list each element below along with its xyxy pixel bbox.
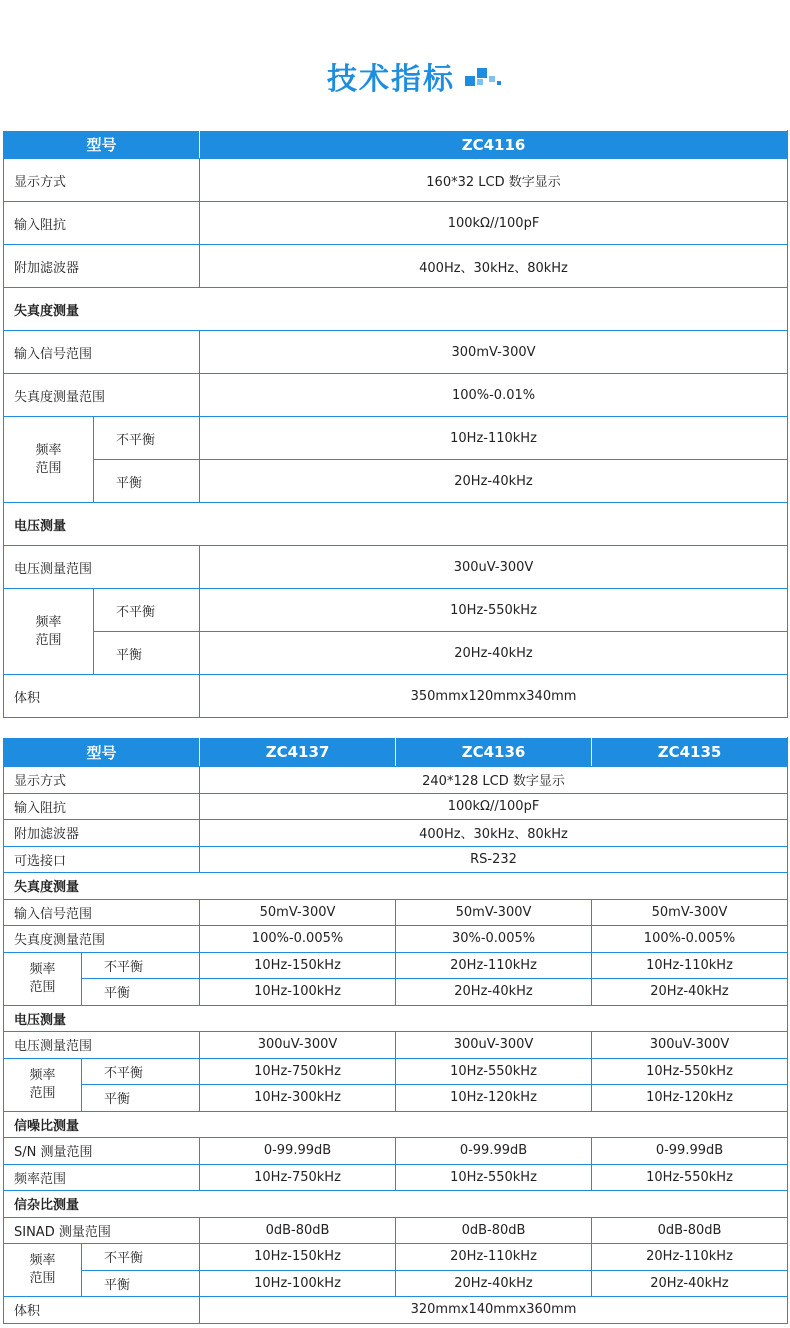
- row-value: 300uV-300V: [200, 1032, 396, 1059]
- table-row: [4, 245, 788, 288]
- row-value: 100%-0.01%: [200, 374, 788, 417]
- row-label: 显示方式: [4, 159, 200, 202]
- row-label: SINAD 测量范围: [4, 1217, 200, 1244]
- row-label: 可选接口: [4, 846, 200, 873]
- table-row: [4, 1217, 788, 1244]
- row-value: 20Hz-40kHz: [200, 460, 788, 503]
- row-value: 10Hz-110kHz: [592, 952, 788, 979]
- row-value: 20Hz-110kHz: [592, 1244, 788, 1271]
- table-header-row: [4, 131, 788, 159]
- row-label: 体积: [4, 1297, 200, 1324]
- row-value: 20Hz-110kHz: [396, 952, 592, 979]
- section-row: [4, 288, 788, 331]
- page-heading: [0, 54, 790, 98]
- balanced-label: 平衡: [94, 460, 200, 503]
- freq-range-label: 频率 范围: [4, 952, 82, 1005]
- row-value: 320mmx140mmx360mm: [200, 1297, 788, 1324]
- table-row: [4, 417, 788, 460]
- unbalanced-label: 不平衡: [94, 417, 200, 460]
- section-title: 电压测量: [4, 1005, 788, 1032]
- freq-range-label: 频率 范围: [4, 417, 94, 503]
- row-value: 0-99.99dB: [200, 1138, 396, 1165]
- table-row: [4, 952, 788, 979]
- row-label: 显示方式: [4, 767, 200, 794]
- row-label: 体积: [4, 675, 200, 718]
- table-row: [4, 1085, 788, 1112]
- row-value: 10Hz-150kHz: [200, 952, 396, 979]
- row-value: 10Hz-550kHz: [592, 1058, 788, 1085]
- row-value: 10Hz-100kHz: [200, 979, 396, 1006]
- table-row: [4, 374, 788, 417]
- table-row: [4, 1032, 788, 1059]
- table-row: [4, 1244, 788, 1271]
- freq-range-label: 频率 范围: [4, 1244, 82, 1297]
- balanced-label: 平衡: [94, 632, 200, 675]
- row-value: 300uV-300V: [592, 1032, 788, 1059]
- row-label: 失真度测量范围: [4, 926, 200, 953]
- table-row: [4, 820, 788, 847]
- row-value: 300uV-300V: [200, 546, 788, 589]
- table-row: [4, 546, 788, 589]
- row-value: 10Hz-120kHz: [396, 1085, 592, 1112]
- row-value: 20Hz-40kHz: [592, 979, 788, 1006]
- section-row: [4, 1005, 788, 1032]
- spec-table-zc4116: [3, 130, 788, 718]
- row-value: 0dB-80dB: [200, 1217, 396, 1244]
- row-value: 100kΩ//100pF: [200, 202, 788, 245]
- row-label: S/N 测量范围: [4, 1138, 200, 1165]
- section-title: 信噪比测量: [4, 1111, 788, 1138]
- row-value: 10Hz-750kHz: [200, 1058, 396, 1085]
- row-value: 0dB-80dB: [396, 1217, 592, 1244]
- freq-range-label: 频率 范围: [4, 1058, 82, 1111]
- table-row: [4, 589, 788, 632]
- section-title: 失真度测量: [4, 288, 788, 331]
- row-value: 10Hz-150kHz: [200, 1244, 396, 1271]
- model-header: ZC4137: [200, 738, 396, 767]
- balanced-label: 平衡: [82, 1085, 200, 1112]
- section-row: [4, 503, 788, 546]
- row-value: 0-99.99dB: [592, 1138, 788, 1165]
- row-value: 240*128 LCD 数字显示: [200, 767, 788, 794]
- row-value: 20Hz-40kHz: [592, 1270, 788, 1297]
- section-row: [4, 1191, 788, 1218]
- row-value: 10Hz-110kHz: [200, 417, 788, 460]
- section-row: [4, 873, 788, 900]
- row-label: 失真度测量范围: [4, 374, 200, 417]
- table-row: [4, 1138, 788, 1165]
- row-label: 附加滤波器: [4, 245, 200, 288]
- row-value: 10Hz-550kHz: [592, 1164, 788, 1191]
- row-label: 附加滤波器: [4, 820, 200, 847]
- section-title: 电压测量: [4, 503, 788, 546]
- table-row: [4, 632, 788, 675]
- row-value: 350mmx120mmx340mm: [200, 675, 788, 718]
- row-value: 0dB-80dB: [592, 1217, 788, 1244]
- model-label-header: 型号: [4, 131, 200, 159]
- model-label-header: 型号: [4, 738, 200, 767]
- row-value: 400Hz、30kHz、80kHz: [200, 245, 788, 288]
- table-row: [4, 202, 788, 245]
- row-value: 20Hz-40kHz: [396, 1270, 592, 1297]
- table-row: [4, 979, 788, 1006]
- model-header: ZC4136: [396, 738, 592, 767]
- row-value: 300mV-300V: [200, 331, 788, 374]
- row-value: 20Hz-40kHz: [396, 979, 592, 1006]
- row-value: 160*32 LCD 数字显示: [200, 159, 788, 202]
- row-value: 50mV-300V: [396, 899, 592, 926]
- row-value: 100%-0.005%: [200, 926, 396, 953]
- table-row: [4, 1297, 788, 1324]
- model-header: ZC4116: [200, 131, 788, 159]
- row-label: 输入阻抗: [4, 202, 200, 245]
- unbalanced-label: 不平衡: [82, 952, 200, 979]
- page-title: 技术指标: [327, 62, 455, 97]
- table-row: [4, 1164, 788, 1191]
- table-row: [4, 1058, 788, 1085]
- row-label: 输入信号范围: [4, 331, 200, 374]
- row-value: 30%-0.005%: [396, 926, 592, 953]
- table-row: [4, 675, 788, 718]
- table-row: [4, 846, 788, 873]
- section-title: 失真度测量: [4, 873, 788, 900]
- row-value: 10Hz-120kHz: [592, 1085, 788, 1112]
- row-value: 50mV-300V: [200, 899, 396, 926]
- row-label: 电压测量范围: [4, 1032, 200, 1059]
- unbalanced-label: 不平衡: [82, 1058, 200, 1085]
- row-label: 电压测量范围: [4, 546, 200, 589]
- table-row: [4, 331, 788, 374]
- balanced-label: 平衡: [82, 979, 200, 1006]
- row-value: 10Hz-300kHz: [200, 1085, 396, 1112]
- unbalanced-label: 不平衡: [94, 589, 200, 632]
- row-value: 10Hz-550kHz: [200, 589, 788, 632]
- row-value: RS-232: [200, 846, 788, 873]
- table-row: [4, 1270, 788, 1297]
- balanced-label: 平衡: [82, 1270, 200, 1297]
- squares-decoration-icon: [463, 64, 503, 88]
- table-row: [4, 159, 788, 202]
- table-row: [4, 793, 788, 820]
- section-row: [4, 1111, 788, 1138]
- model-header: ZC4135: [592, 738, 788, 767]
- row-value: 50mV-300V: [592, 899, 788, 926]
- spec-table-zc4137-series: [3, 737, 788, 1324]
- row-value: 0-99.99dB: [396, 1138, 592, 1165]
- table-row: [4, 926, 788, 953]
- table-header-row: [4, 738, 788, 767]
- row-value: 100%-0.005%: [592, 926, 788, 953]
- table-row: [4, 899, 788, 926]
- table-row: [4, 460, 788, 503]
- row-label: 输入阻抗: [4, 793, 200, 820]
- section-title: 信杂比测量: [4, 1191, 788, 1218]
- row-label: 频率范围: [4, 1164, 200, 1191]
- row-value: 10Hz-100kHz: [200, 1270, 396, 1297]
- unbalanced-label: 不平衡: [82, 1244, 200, 1271]
- row-value: 10Hz-750kHz: [200, 1164, 396, 1191]
- table-row: [4, 767, 788, 794]
- row-label: 输入信号范围: [4, 899, 200, 926]
- row-value: 20Hz-40kHz: [200, 632, 788, 675]
- freq-range-label: 频率 范围: [4, 589, 94, 675]
- row-value: 300uV-300V: [396, 1032, 592, 1059]
- row-value: 20Hz-110kHz: [396, 1244, 592, 1271]
- row-value: 400Hz、30kHz、80kHz: [200, 820, 788, 847]
- row-value: 10Hz-550kHz: [396, 1058, 592, 1085]
- row-value: 100kΩ//100pF: [200, 793, 788, 820]
- row-value: 10Hz-550kHz: [396, 1164, 592, 1191]
